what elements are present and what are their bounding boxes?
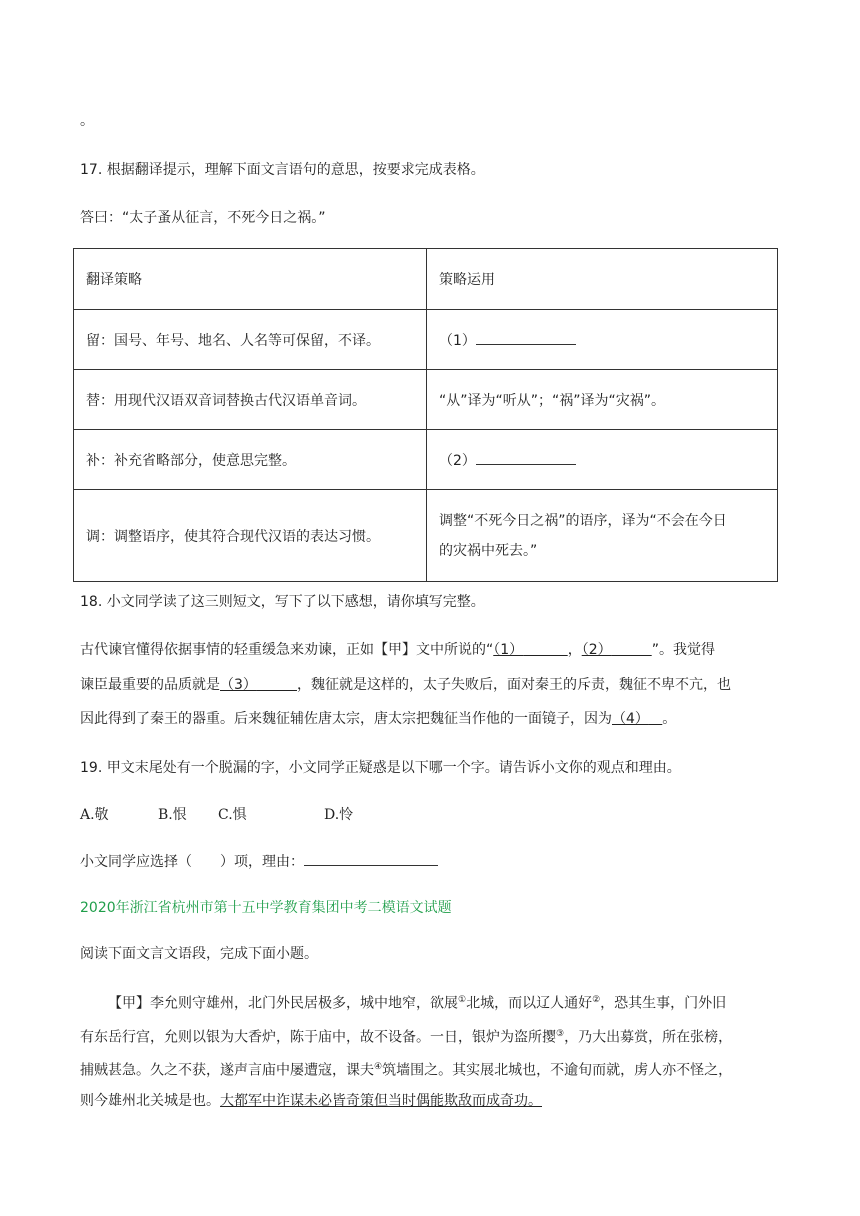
footnote-marker-3: ③ [556,1028,565,1039]
usage-reorder: 调整“不死今日之祸”的语序，译为“不会在今日 的灾祸中死去。” [427,490,778,582]
question-18-line-1: 古代谏官懂得依据事情的轻重缓急来劝谏，正如【甲】文中所说的“（1） ，（2） ”。我觉得 [80,642,715,658]
answer-blank-1[interactable] [476,330,576,345]
question-17-stem: 17. 根据翻译提示，理解下面文言语句的意思，按要求完成表格。 [80,162,485,178]
passage-line-2: 有东岳行宫，允则以银为大香炉，陈于庙中，故不设备。一日，银炉为盗所撄③，乃大出募赏，所在张榜， [80,1028,733,1046]
passage-line-3: 捕贼甚急。久之不获，遂声言庙中屡遭寇，课夫④筑墙围之。其实展北城也，不逾旬而就，虏人亦不怪之， [80,1062,733,1079]
classical-passage [80,985,780,1116]
table-row [74,310,778,370]
question-18-stem: 18. 小文同学读了这三则短文，写下了以下感想，请你填写完整。 [80,594,485,610]
question-19-answer-line: 小文同学应选择（ ）项，理由： [80,851,438,872]
strategy-keep: 留：国号、年号、地名、人名等可保留，不译。 [74,310,427,370]
table-row [74,490,778,582]
answer-blank-18-1[interactable]: （1） [493,642,524,658]
strategy-replace: 替：用现代汉语双音词替换古代汉语单音词。 [74,370,427,430]
passage-line-4: 则今雄州北关城是也。大都军中诈谋未必皆奇策但当时偶能欺敌而成奇功。 [80,1092,542,1109]
underlined-sentence: 大都军中诈谋未必皆奇策但当时偶能欺敌而成奇功。 [220,1092,542,1109]
question-18-line-3: 因此得到了秦王的器重。后来魏征辅佐唐太宗，唐太宗把魏征当作他的一面镜子，因为（4） 。 [80,711,677,727]
passage-line-1: 【甲】李允则守雄州，北门外民居极多，城中地窄，欲展①北城，而以辽人通好②，恐其生事，门外旧 [108,995,727,1012]
usage-replace: “从”译为“听从”；“祸”译为“灾祸”。 [427,370,778,430]
usage-cell [427,430,778,490]
answer-blank-2[interactable] [476,450,576,465]
usage-cell [427,310,778,370]
option-c[interactable]: C.惧 [218,807,247,823]
strategy-reorder: 调：调整语序，使其符合现代汉语的表达习惯。 [74,490,427,582]
question-18-line-2: 谏臣最重要的品质就是（3） ，魏征就是这样的，太子失败后，面对秦王的斥责，魏征不卑不亢，也 [80,677,731,693]
footnote-marker-2: ② [592,995,601,1005]
header-usage: 策略运用 [427,249,778,310]
table-row [74,430,778,490]
usage-label: （1） [439,332,476,349]
source-title: 2020年浙江省杭州市第十五中学教育集团中考二模语文试题 [80,900,452,916]
leftover-punctuation: 。 [80,113,94,129]
header-strategy: 翻译策略 [74,249,427,310]
strategy-supplement: 补：补充省略部分，使意思完整。 [74,430,427,490]
reading-instruction: 阅读下面文言文语段，完成下面小题。 [80,946,318,962]
footnote-marker-4: ④ [374,1062,383,1073]
answer-blank-18-4[interactable]: （4） [612,711,649,727]
footnote-marker-1: ① [458,995,467,1005]
option-d[interactable]: D.怜 [324,807,354,823]
translation-strategy-table [73,248,778,582]
table-row [74,370,778,430]
usage-label: （2） [439,452,476,469]
question-19-stem: 19. 甲文末尾处有一个脱漏的字，小文同学正疑惑是以下哪一个字。请告诉小文你的观点和理由。 [80,760,681,776]
option-b[interactable]: B.恨 [158,807,187,823]
question-17-quote: 答曰：“太子蚤从征言，不死今日之祸。” [80,210,326,226]
answer-blank-18-3[interactable]: （3） [220,677,257,693]
reason-blank[interactable] [304,851,438,866]
answer-blank-18-2[interactable]: （2） [581,642,612,658]
option-a[interactable]: A.敬 [80,807,109,823]
table-header-row [74,249,778,310]
